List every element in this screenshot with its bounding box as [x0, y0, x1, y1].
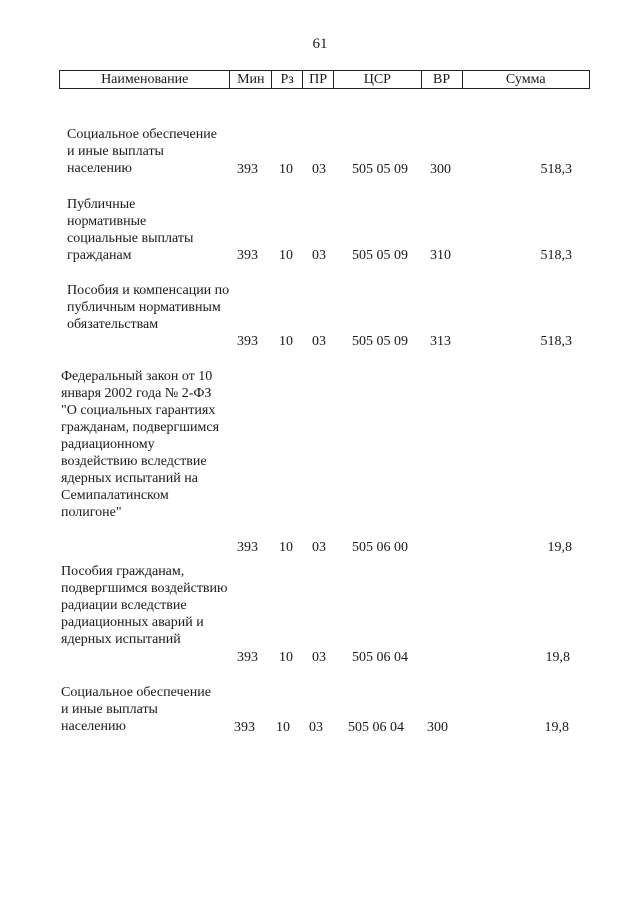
row-vr: 300 — [430, 162, 451, 177]
row-sum: 19,8 — [547, 540, 572, 555]
row-min: 393 — [237, 650, 258, 665]
row-rz: 10 — [279, 540, 293, 555]
row-min: 393 — [237, 540, 258, 555]
row-csr: 505 06 04 — [352, 650, 408, 665]
row-rz: 10 — [276, 720, 290, 735]
header-sum: Сумма — [505, 72, 546, 87]
header-csr: ЦСР — [334, 71, 422, 88]
table-header — [59, 70, 590, 89]
row-rz: 10 — [279, 650, 293, 665]
row-sum: 518,3 — [540, 334, 572, 349]
row-name: Пособия и компенсации по публичным нормативным обязательствам — [67, 283, 230, 332]
row-name: Социальное обеспечение и иные выплаты населению — [61, 685, 211, 734]
row-sum: 19,8 — [544, 720, 569, 735]
row-name: Пособия гражданам, подвергшимся воздействию радиации вследствие радиационных аварий и ядерных испытаний — [61, 564, 228, 647]
row-pr: 03 — [312, 334, 326, 349]
header-min: Мин — [230, 71, 272, 88]
row-sum: 518,3 — [540, 248, 572, 263]
header-pr: ПР — [303, 71, 334, 88]
row-pr: 03 — [312, 650, 326, 665]
row-pr: 03 — [312, 540, 326, 555]
row-name: Социальное обеспечение и иные выплаты населению — [67, 127, 217, 176]
row-rz: 10 — [279, 162, 293, 177]
header-vr: ВР — [422, 71, 463, 88]
row-min: 393 — [237, 334, 258, 349]
row-csr: 505 06 04 — [348, 720, 404, 735]
row-csr: 505 06 00 — [352, 540, 408, 555]
page-number: 61 — [312, 36, 328, 52]
row-min: 393 — [234, 720, 255, 735]
row-min: 393 — [237, 162, 258, 177]
header-rz: Рз — [272, 71, 303, 88]
row-vr: 313 — [430, 334, 451, 349]
row-vr: 310 — [430, 248, 451, 263]
row-name: Федеральный закон от 10 января 2002 года № 2-ФЗ "О социальных гарантиях гражданам, подвергшимся радиационному воздействию вследствие ядерных испытаний на Семипалатинском полигоне" — [61, 369, 220, 520]
row-pr: 03 — [309, 720, 323, 735]
row-sum: 19,8 — [545, 650, 570, 665]
row-rz: 10 — [279, 248, 293, 263]
row-min: 393 — [237, 248, 258, 263]
row-sum: 518,3 — [540, 162, 572, 177]
row-csr: 505 05 09 — [352, 162, 408, 177]
row-pr: 03 — [312, 248, 326, 263]
row-name: Публичные нормативные социальные выплаты гражданам — [67, 197, 194, 263]
header-name: Наименование — [60, 71, 230, 88]
row-rz: 10 — [279, 334, 293, 349]
row-pr: 03 — [312, 162, 326, 177]
row-csr: 505 05 09 — [352, 248, 408, 263]
row-csr: 505 05 09 — [352, 334, 408, 349]
row-vr: 300 — [427, 720, 448, 735]
